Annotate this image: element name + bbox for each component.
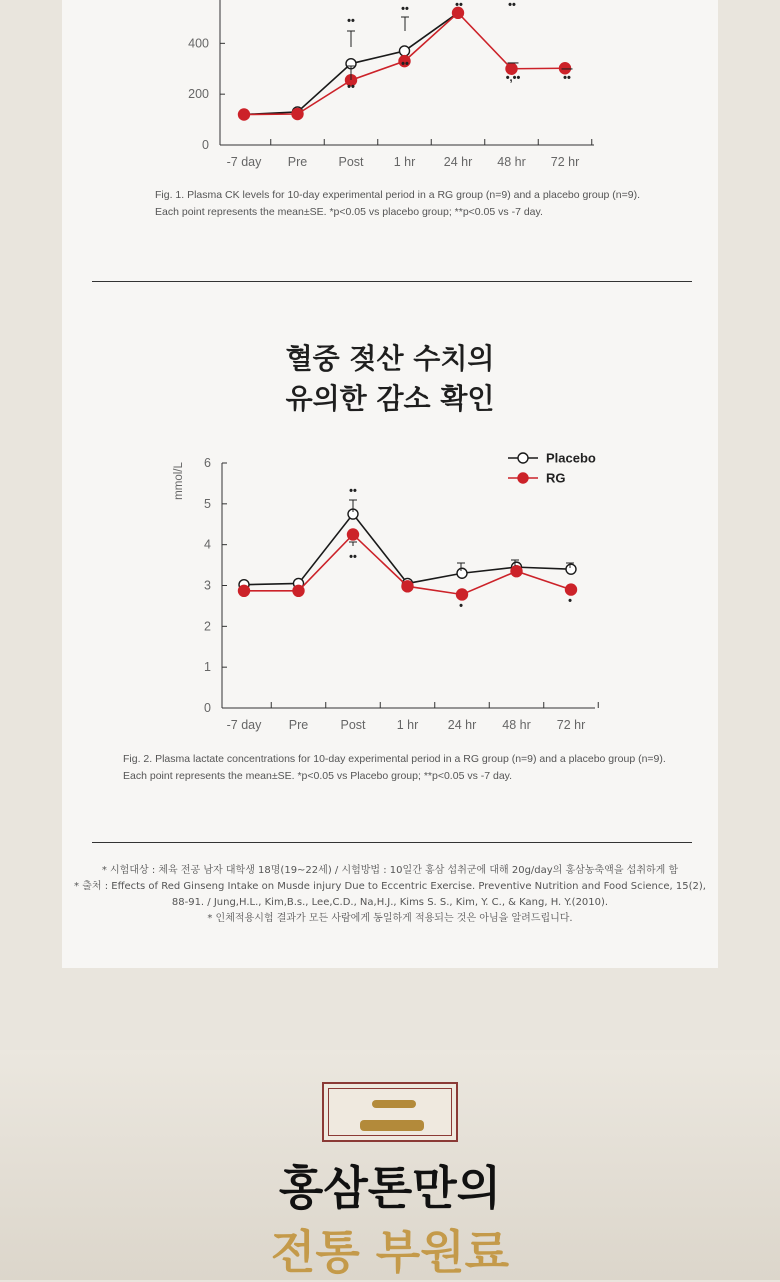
lactate-caption-line-2: Each point represents the mean±SE. *p<0.05 vs Placebo group; **p<0.05 vs -7 day.	[123, 770, 513, 782]
significance-mark: ••	[349, 551, 357, 563]
data-point-rg	[239, 585, 250, 596]
y-tick-label: 2	[204, 619, 211, 634]
legend-marker	[518, 473, 528, 483]
x-tick-label: -7 day	[226, 155, 262, 169]
x-tick-label: 48 hr	[502, 718, 531, 732]
significance-mark: •,••	[505, 72, 521, 84]
data-point-rg	[293, 585, 304, 596]
significance-mark: ••	[349, 485, 357, 497]
significance-mark: —	[561, 63, 573, 75]
section-number-badge	[322, 1082, 458, 1142]
significance-mark: ••	[401, 3, 409, 15]
significance-mark: •	[568, 595, 572, 607]
significance-mark: ••	[401, 58, 409, 70]
x-tick-label: 24 hr	[447, 718, 477, 732]
significance-mark: ••	[508, 0, 516, 11]
x-tick-label: 72 hr	[550, 155, 580, 169]
x-tick-label: -7 day	[226, 718, 262, 732]
x-tick-label: 1 hr	[396, 718, 419, 732]
ck-caption-line-2: Each point represents the mean±SE. *p<0.05 vs placebo group; **p<0.05 vs -7 day.	[155, 206, 543, 218]
study-notes	[62, 863, 718, 927]
data-point-rg	[348, 529, 359, 540]
significance-mark: ••	[563, 72, 571, 84]
lactate-headline-line-1: 혈중 젖산 수치의	[285, 342, 495, 375]
y-tick-label: 3	[204, 578, 211, 593]
lactate-caption-line-1: Fig. 2. Plasma lactate concentrations for 10-day experimental period in a RG group (n=9) and a placebo group (n=9).	[123, 753, 666, 765]
x-tick-label: 24 hr	[443, 155, 473, 169]
x-tick-label: 72 hr	[556, 718, 586, 732]
x-tick-label: Post	[338, 155, 364, 169]
significance-mark: •	[459, 600, 463, 612]
divider	[92, 842, 692, 843]
y-tick-label: 400	[188, 36, 209, 51]
y-tick-label: 1	[204, 660, 211, 675]
y-tick-label: 0	[204, 701, 211, 715]
y-tick-label: 6	[204, 456, 211, 470]
data-point-placebo	[457, 568, 467, 578]
lactate-caption	[123, 751, 666, 785]
y-axis-label: mmol/L	[173, 462, 185, 500]
significance-mark: ••	[347, 15, 355, 27]
note-line-2: * 출처 : Effects of Red Ginseng Intake on Musde injury Due to Eccentric Exercise. Preventive Nutrition and Food Science, 15(2),	[74, 881, 706, 892]
badge-numeral-stroke	[372, 1100, 416, 1108]
data-point-placebo	[566, 564, 576, 574]
data-point-rg	[566, 584, 577, 595]
y-tick-label: 200	[188, 87, 209, 102]
legend-marker	[518, 453, 528, 463]
note-line-1: * 시험대상 : 체육 전공 남자 대학생 18명(19~22세) / 시험방법 : 10일간 홍삼 섭취군에 대해 20g/day의 홍삼농축액을 섭취하게 함	[101, 865, 679, 876]
significance-mark: ••	[347, 81, 355, 93]
legend-label: Placebo	[546, 450, 596, 466]
significance-mark: —	[507, 57, 519, 69]
y-tick-label: 4	[204, 537, 211, 552]
data-point-rg	[457, 589, 468, 600]
x-tick-label: 48 hr	[497, 155, 526, 169]
x-tick-label: Pre	[288, 718, 309, 732]
ingredients-title-line-1: 홍삼톤만의	[278, 1161, 502, 1215]
badge-numeral-stroke	[360, 1120, 424, 1131]
legend-label: RG	[546, 470, 566, 486]
x-tick-label: Pre	[287, 155, 308, 169]
content-card	[62, 0, 718, 968]
note-line-3: 88-91. / Jung,H.L., Kim,B.s., Lee,C.D., Na,H.J., Kims S. S., Kim, Y. C., & Kang, H. Y.(2010).	[171, 897, 609, 908]
x-tick-label: 1 hr	[393, 155, 416, 169]
note-line-4: * 인체적용시험 결과가 모든 사람에게 동일하게 적용되는 것은 아님을 알려드립니다.	[207, 913, 573, 924]
lactate-chart	[62, 0, 718, 760]
ingredients-title-line-2: 전통 부원료	[270, 1225, 510, 1279]
y-tick-label: 5	[204, 496, 211, 511]
data-point-rg	[402, 581, 413, 592]
x-tick-label: Post	[340, 718, 366, 732]
data-point-rg	[511, 566, 522, 577]
lactate-headline-line-2: 유의한 감소 확인	[285, 382, 495, 415]
y-tick-label: 0	[202, 138, 209, 152]
ck-caption-line-1: Fig. 1. Plasma CK levels for 10-day experimental period in a RG group (n=9) and a placebo group (n=9).	[155, 189, 641, 201]
significance-mark: ••	[455, 0, 463, 11]
